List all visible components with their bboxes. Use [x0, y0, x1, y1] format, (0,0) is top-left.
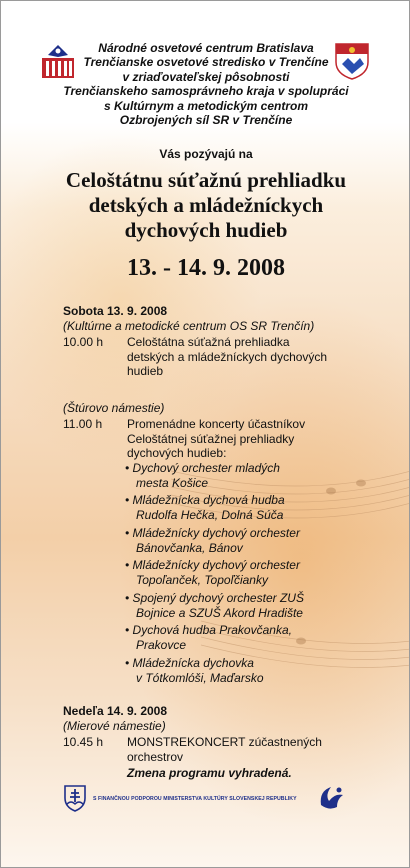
description-line: MONSTREKONCERT zúčastnených — [127, 735, 322, 749]
ministry-crest-icon — [63, 784, 87, 812]
event-title — [41, 168, 371, 243]
header-line: v zriaďovateľskej pôsobnosti — [122, 69, 290, 84]
band-name-line: • Mládežnícky dychový orchester — [125, 558, 300, 572]
band-name-line: • Spojený dychový orchester ZUŠ — [125, 591, 304, 605]
saturday-event2-time: 11.00 h — [63, 417, 103, 431]
header-line: Trenčianske osvetové stredisko v Trenčíne — [83, 55, 329, 70]
band-name-line: • Mládežnícka dychová hudba — [125, 493, 285, 507]
band-place-line: Bánovčanka, Bánov — [136, 540, 243, 555]
band-place-line: mesta Košice — [136, 475, 209, 490]
band-list-item — [125, 493, 285, 522]
band-place-line: Topoľanček, Topoľčianky — [136, 572, 268, 587]
sunday-venue: (Mierové námestie) — [63, 719, 166, 733]
band-list-item — [125, 461, 280, 490]
header-line: Ozbrojených síl SR v Trenčíne — [119, 113, 293, 128]
description-line: dychových hudieb: — [127, 446, 227, 461]
saturday-venue2: (Štúrovo námestie) — [63, 401, 165, 415]
sunday-heading: Nedeľa 14. 9. 2008 — [63, 704, 168, 718]
saturday-venue: (Kultúrne a metodické centrum OS SR Trenčín) — [63, 319, 315, 333]
title-line: dychových hudieb — [124, 218, 288, 242]
band-place-line: v Tótkomlóši, Maďarsko — [136, 670, 264, 685]
ministry-support-text: S FINANČNOU PODPOROU MINISTERSTVA KULTÚRY SLOVENSKEJ REPUBLIKY — [93, 796, 297, 802]
band-list-item — [125, 558, 300, 587]
title-line: detských a mládežníckych — [88, 193, 324, 217]
header-line: Národné osvetové centrum Bratislava — [98, 41, 314, 55]
header-line: s Kultúrnym a metodickým centrom — [103, 98, 309, 113]
band-list-item — [125, 591, 304, 620]
band-list-item — [125, 656, 264, 685]
description-line: hudieb — [127, 364, 164, 379]
sunday-event-description — [127, 735, 322, 764]
description-line: detských a mládežníckych dychových — [127, 349, 328, 364]
saturday-event2-description — [127, 417, 305, 461]
organizers-header — [61, 41, 351, 127]
saturday-heading: Sobota 13. 9. 2008 — [63, 304, 168, 318]
sunday-event-time: 10.45 h — [63, 735, 104, 749]
band-name-line: • Mládežnícky dychový orchester — [125, 526, 300, 540]
band-name-line: • Dychová hudba Prakovčanka, — [125, 623, 292, 637]
description-line: orchestrov — [127, 749, 184, 764]
invite-text: Vás pozývajú na — [159, 147, 253, 161]
header-line: Trenčianskeho samosprávneho kraja v spolupráci — [63, 84, 349, 99]
band-list-item — [125, 623, 292, 652]
description-line: Celoštátnej súťažnej prehliadky — [127, 431, 295, 446]
description-line: Celoštátna súťažná prehliadka — [127, 335, 290, 349]
saturday-event1-description — [127, 335, 327, 379]
band-place-line: Prakovce — [136, 637, 187, 652]
ministry-logo-icon — [315, 781, 347, 813]
saturday-event1-time: 10.00 h — [63, 335, 104, 349]
band-name-line: • Mládežnícka dychovka — [125, 656, 254, 670]
band-place-line: Bojnice a SZUŠ Akord Hradište — [136, 605, 303, 620]
title-line: Celoštátnu súťažnú prehliadku — [65, 168, 347, 192]
event-date: 13. - 14. 9. 2008 — [127, 255, 285, 281]
band-place-line: Rudolfa Hečka, Dolná Súča — [136, 507, 284, 522]
program-change-note: Zmena programu vyhradená. — [127, 766, 292, 780]
description-line: Promenádne koncerty účastníkov — [127, 417, 306, 431]
band-name-line: • Dychový orchester mladých — [125, 461, 280, 475]
band-list-item — [125, 526, 300, 555]
